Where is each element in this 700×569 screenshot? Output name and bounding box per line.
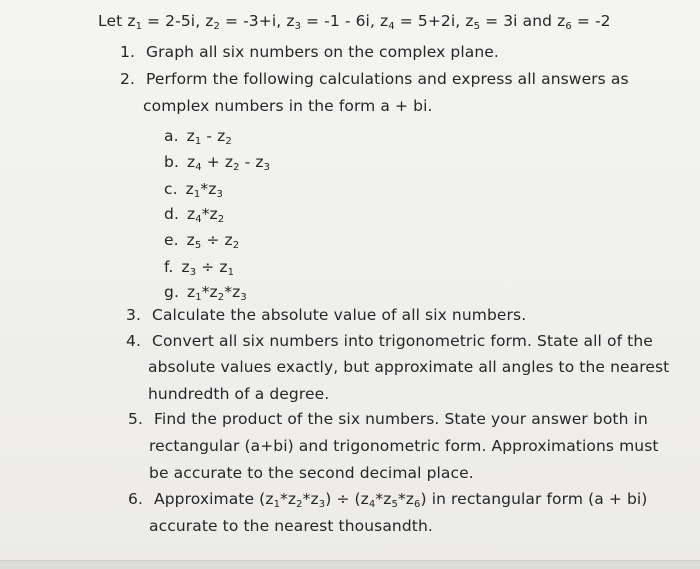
subscript: 3 <box>263 162 271 173</box>
sub-item-label: e. <box>164 231 179 249</box>
sub-item-label: d. <box>164 205 179 223</box>
sub-item-expression <box>187 127 232 145</box>
variable-z2: $z_2$ <box>224 231 240 251</box>
variable-z3: $z_3$ <box>181 258 197 278</box>
item-text-line: hundredth of a degree. <box>148 385 330 403</box>
sub-item-expression <box>186 180 223 198</box>
operator: * <box>375 490 384 508</box>
subscript: 2 <box>217 292 225 303</box>
item-number: 3. <box>126 306 141 324</box>
item-number: 6. <box>128 490 143 508</box>
page-bottom-edge <box>0 560 700 569</box>
sub-item-label: a. <box>164 127 179 145</box>
subscript: 4 <box>195 162 202 173</box>
operator: + <box>201 153 225 171</box>
sub-item-label: g. <box>164 283 179 301</box>
definition-value: = -2 <box>571 12 611 30</box>
subscript: 3 <box>189 267 197 278</box>
problem-intro <box>98 12 611 30</box>
variable-z3: $z_3$ <box>286 12 302 32</box>
variable-z4: $z_4$ <box>186 205 202 225</box>
subscript: 2 <box>225 136 232 147</box>
subscript: 4 <box>388 21 395 32</box>
definition-value: = -3+i, <box>219 12 287 30</box>
operator: * <box>200 180 209 198</box>
variable-z6: $z_6$ <box>405 490 421 510</box>
sub-item-expression <box>187 153 270 171</box>
variable-z1: $z_1$ <box>219 258 235 278</box>
subscript: 2 <box>233 162 240 173</box>
item-number: 2. <box>120 70 135 88</box>
subscript: 1 <box>227 267 235 278</box>
list-item-6 <box>128 490 647 508</box>
subscript: 2 <box>232 240 240 251</box>
operator: * <box>201 283 210 301</box>
list-item-4-continuation <box>148 385 329 403</box>
sub-item-expression <box>187 283 247 301</box>
variable-z5: $z_5$ <box>186 231 202 251</box>
variable-z4: $z_4$ <box>380 12 395 32</box>
subscript: 1 <box>135 21 143 32</box>
subscript: 4 <box>368 499 376 510</box>
subscript: 6 <box>414 499 421 510</box>
list-item-3 <box>126 306 526 324</box>
variable-z5: $z_5$ <box>383 490 398 510</box>
subscript: 1 <box>194 136 202 147</box>
list-item-5-continuation <box>149 464 474 482</box>
subscript: 2 <box>296 499 303 510</box>
item6-text-b: ) ÷ ( <box>325 490 361 508</box>
variable-z4: $z_4$ <box>186 153 202 173</box>
definition-value: = 3i and <box>480 12 558 30</box>
intro-prefix: Let <box>98 12 128 30</box>
item-text-line: Convert all six numbers into trigonometric form. State all of the <box>152 332 653 350</box>
operator: * <box>201 205 210 223</box>
subscript: 3 <box>318 499 326 510</box>
subscript: 3 <box>240 292 247 303</box>
sub-item-label: b. <box>164 153 179 171</box>
sub-item-b <box>164 153 270 171</box>
variable-z3: $z_3$ <box>208 180 223 200</box>
list-item-4-continuation <box>148 358 669 376</box>
variable-z1: $z_1$ <box>186 127 202 147</box>
sub-item-d <box>164 205 224 223</box>
sub-item-expression <box>187 205 224 223</box>
list-item-6-continuation <box>149 517 433 535</box>
subscript: 2 <box>213 21 220 32</box>
list-item-5-continuation <box>149 437 659 455</box>
variable-z2: $z_2$ <box>209 205 225 225</box>
subscript: 1 <box>195 292 202 303</box>
sub-item-f <box>164 258 234 276</box>
item-text-line: Find the product of the six numbers. State your answer both in <box>154 410 648 428</box>
subscript: 5 <box>194 240 202 251</box>
sub-item-expression <box>181 258 234 276</box>
operator: ÷ <box>201 231 225 249</box>
list-item-2 <box>120 70 629 88</box>
variable-z5: $z_5$ <box>465 12 481 32</box>
item-text: Graph all six numbers on the complex plane. <box>146 43 499 61</box>
definition-value: = -1 - 6i, <box>301 12 380 30</box>
operator: * <box>224 283 233 301</box>
sub-item-e <box>164 231 239 249</box>
subscript: 1 <box>273 499 281 510</box>
subscript: 5 <box>391 499 398 510</box>
list-item-1 <box>120 43 499 61</box>
item-number: 1. <box>120 43 135 61</box>
variable-z6: $z_6$ <box>557 12 572 32</box>
variable-z1: $z_1$ <box>265 490 281 510</box>
item-text-line: be accurate to the second decimal place. <box>149 464 474 482</box>
item-text-line <box>154 490 647 508</box>
definition-value: = 2-5i, <box>142 12 206 30</box>
item-text-line: absolute values exactly, but approximate all angles to the nearest <box>148 358 670 376</box>
operator: ÷ <box>196 258 220 276</box>
variable-z4: $z_4$ <box>360 490 376 510</box>
list-item-4 <box>126 332 653 350</box>
variable-z2: $z_2$ <box>217 127 232 147</box>
variable-z2: $z_2$ <box>209 283 225 303</box>
item-number: 5. <box>128 410 143 428</box>
operator: - <box>201 127 218 145</box>
sub-item-expression <box>187 231 240 249</box>
item-text-line: Perform the following calculations and express all answers as <box>146 70 629 88</box>
variable-z3: $z_3$ <box>232 283 247 303</box>
subscript: 2 <box>217 214 225 225</box>
item-text-line: complex numbers in the form a + bi. <box>143 97 433 115</box>
operator: * <box>280 490 288 508</box>
item-text: Calculate the absolute value of all six numbers. <box>152 306 527 324</box>
subscript: 1 <box>193 189 201 200</box>
list-item-5 <box>128 410 648 428</box>
subscript: 3 <box>216 189 223 200</box>
sub-item-g <box>164 283 247 301</box>
variable-z3: $z_3$ <box>310 490 326 510</box>
sub-item-label: c. <box>164 180 178 198</box>
operator: * <box>302 490 311 508</box>
sub-item-label: f. <box>164 258 174 276</box>
sub-item-a <box>164 127 232 145</box>
item6-text-a: Approximate ( <box>154 490 266 508</box>
variable-definitions <box>127 12 610 30</box>
variable-z1: $z_1$ <box>127 12 143 32</box>
definition-value: = 5+2i, <box>394 12 466 30</box>
list-item-2-continuation <box>143 97 433 115</box>
variable-z2: $z_2$ <box>205 12 220 32</box>
item-number: 4. <box>126 332 141 350</box>
subscript: 4 <box>195 214 202 225</box>
item6-text-c: ) in rectangular form (a + bi) <box>420 490 648 508</box>
product-left <box>265 490 325 508</box>
subscript: 5 <box>473 21 481 32</box>
variable-z1: $z_1$ <box>186 283 202 303</box>
item-text-line: rectangular (a+bi) and trigonometric form. Approximations must <box>149 437 659 455</box>
subscript: 6 <box>565 21 572 32</box>
variable-z1: $z_1$ <box>185 180 201 200</box>
item-text-line: accurate to the nearest thousandth. <box>149 517 433 535</box>
variable-z3: $z_3$ <box>255 153 271 173</box>
product-right <box>361 490 421 508</box>
sub-item-c <box>164 180 223 198</box>
operator: - <box>239 153 256 171</box>
variable-z2: $z_2$ <box>287 490 303 510</box>
subscript: 3 <box>294 21 302 32</box>
variable-z2: $z_2$ <box>224 153 240 173</box>
operator: * <box>397 490 406 508</box>
